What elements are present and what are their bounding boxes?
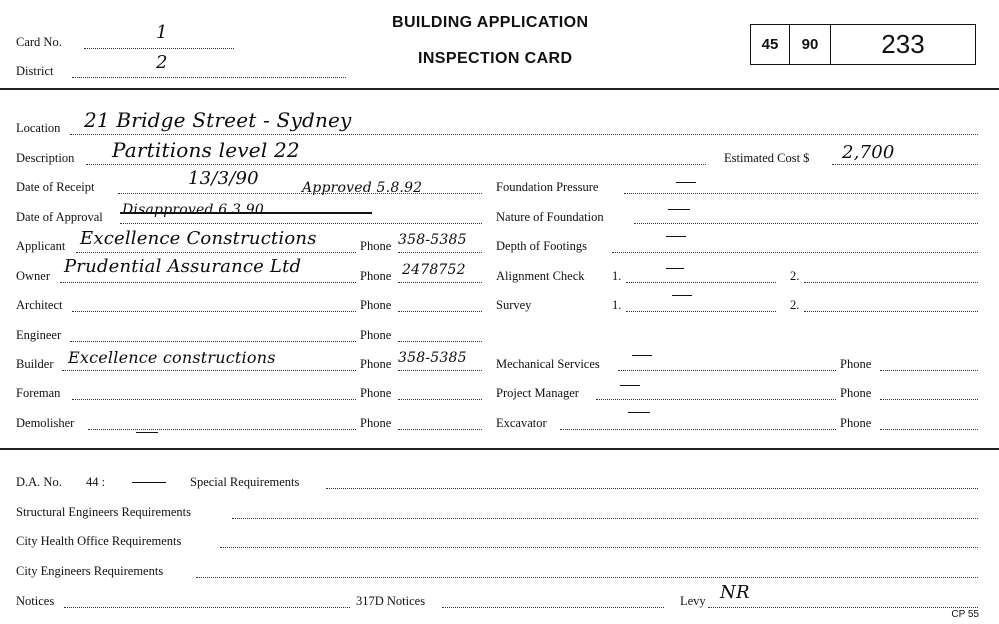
owner-label: Owner bbox=[16, 269, 51, 283]
foundation-pressure-dash bbox=[676, 182, 696, 183]
applicant-phone-dots bbox=[398, 252, 482, 253]
alignment-check-dots1 bbox=[626, 282, 776, 283]
district-value: 2 bbox=[156, 52, 168, 73]
excavator-phone-label: Phone bbox=[840, 416, 872, 430]
survey-dots2 bbox=[804, 311, 978, 312]
depth-of-footings-label: Depth of Footings bbox=[496, 239, 587, 253]
engineer-label: Engineer bbox=[16, 328, 62, 342]
title-line1: BUILDING APPLICATION bbox=[392, 14, 589, 31]
project-manager-dots bbox=[596, 399, 836, 400]
title-line2: INSPECTION CARD bbox=[418, 50, 573, 67]
foreman-label: Foreman bbox=[16, 386, 61, 400]
mechanical-services-dash bbox=[632, 355, 652, 356]
levy-value: NR bbox=[720, 582, 750, 603]
date-of-approval-dots bbox=[120, 223, 482, 224]
mechanical-services-dots bbox=[618, 370, 836, 371]
da-no-label: D.A. No. bbox=[16, 475, 62, 489]
form-code: CP 55 bbox=[951, 609, 979, 620]
notices-label: Notices bbox=[16, 594, 55, 608]
mechanical-services-phone-label: Phone bbox=[840, 357, 872, 371]
city-engineers-label: City Engineers Requirements bbox=[16, 564, 164, 578]
nature-of-foundation-dash bbox=[668, 209, 690, 210]
owner-value: Prudential Assurance Ltd bbox=[64, 256, 302, 277]
special-requirements-label: Special Requirements bbox=[190, 475, 300, 489]
alignment-check-num2: 2. bbox=[790, 269, 800, 283]
location-value: 21 Bridge Street - Sydney bbox=[84, 108, 352, 132]
foreman-phone-label: Phone bbox=[360, 386, 392, 400]
middle-divider bbox=[0, 448, 999, 450]
foreman-dots bbox=[72, 399, 356, 400]
excavator-dots bbox=[560, 429, 836, 430]
survey-label: Survey bbox=[496, 298, 532, 312]
demolisher-dash-mark bbox=[136, 432, 158, 433]
nature-of-foundation-dots bbox=[634, 223, 978, 224]
notices-dots bbox=[64, 607, 350, 608]
builder-phone-value: 358-5385 bbox=[398, 350, 467, 366]
date-of-receipt-value: 13/3/90 bbox=[188, 168, 259, 189]
architect-phone-dots bbox=[398, 311, 482, 312]
owner-phone-value: 2478752 bbox=[402, 262, 466, 278]
engineer-dots bbox=[70, 341, 356, 342]
description-label: Description bbox=[16, 151, 75, 165]
demolisher-dots bbox=[88, 429, 356, 430]
survey-dots1 bbox=[626, 311, 776, 312]
structural-engineers-label: Structural Engineers Requirements bbox=[16, 505, 191, 519]
estimated-cost-dots bbox=[832, 164, 978, 165]
levy-label: Levy bbox=[680, 594, 706, 608]
alignment-check-dash bbox=[666, 268, 684, 269]
estimated-cost-label: Estimated Cost $ bbox=[724, 151, 810, 165]
foundation-pressure-dots bbox=[624, 193, 978, 194]
code-box-1: 45 bbox=[750, 24, 790, 65]
card-no-value: 1 bbox=[156, 22, 168, 43]
architect-label: Architect bbox=[16, 298, 63, 312]
project-manager-label: Project Manager bbox=[496, 386, 579, 400]
demolisher-phone-label: Phone bbox=[360, 416, 392, 430]
city-health-dots bbox=[220, 547, 978, 548]
card-no-label: Card No. bbox=[16, 35, 62, 49]
excavator-phone-dots bbox=[880, 429, 978, 430]
demolisher-label: Demolisher bbox=[16, 416, 75, 430]
project-manager-dash bbox=[620, 385, 640, 386]
date-of-approval-value: Disapproved 6.3.90 bbox=[122, 202, 265, 218]
date-of-approval-strikethrough bbox=[120, 212, 372, 214]
builder-dots bbox=[62, 370, 356, 371]
notices-317d-dots bbox=[442, 607, 664, 608]
architect-dots bbox=[72, 311, 356, 312]
da-no-dash bbox=[132, 482, 166, 483]
levy-dots bbox=[708, 607, 978, 608]
location-label: Location bbox=[16, 121, 61, 135]
date-of-receipt-label: Date of Receipt bbox=[16, 180, 95, 194]
district-label: District bbox=[16, 64, 54, 78]
applicant-label: Applicant bbox=[16, 239, 66, 253]
special-requirements-dots bbox=[326, 488, 978, 489]
depth-of-footings-dots bbox=[612, 252, 978, 253]
alignment-check-num1: 1. bbox=[612, 269, 622, 283]
top-divider bbox=[0, 88, 999, 90]
foundation-pressure-label: Foundation Pressure bbox=[496, 180, 599, 194]
code-box-2: 90 bbox=[789, 24, 831, 65]
engineer-phone-label: Phone bbox=[360, 328, 392, 342]
builder-label: Builder bbox=[16, 357, 54, 371]
applicant-value: Excellence Constructions bbox=[80, 228, 317, 249]
alignment-check-label: Alignment Check bbox=[496, 269, 585, 283]
excavator-label: Excavator bbox=[496, 416, 547, 430]
builder-phone-label: Phone bbox=[360, 357, 392, 371]
estimated-cost-value: 2,700 bbox=[842, 142, 895, 163]
owner-phone-dots bbox=[398, 282, 482, 283]
project-manager-phone-label: Phone bbox=[840, 386, 872, 400]
code-box-3: 233 bbox=[830, 24, 976, 65]
da-no-value: 44 : bbox=[86, 475, 106, 489]
location-dots bbox=[70, 134, 978, 135]
mechanical-services-label: Mechanical Services bbox=[496, 357, 600, 371]
owner-dots bbox=[60, 282, 356, 283]
mechanical-services-phone-dots bbox=[880, 370, 978, 371]
demolisher-phone-dots bbox=[398, 429, 482, 430]
applicant-phone-value: 358-5385 bbox=[398, 232, 467, 248]
applicant-dots bbox=[76, 252, 356, 253]
alignment-check-dots2 bbox=[804, 282, 978, 283]
survey-num1: 1. bbox=[612, 298, 622, 312]
survey-num2: 2. bbox=[790, 298, 800, 312]
notices-317d-label: 317D Notices bbox=[356, 594, 426, 608]
date-of-receipt-note: Approved 5.8.92 bbox=[302, 180, 423, 196]
depth-of-footings-dash bbox=[666, 236, 686, 237]
nature-of-foundation-label: Nature of Foundation bbox=[496, 210, 604, 224]
date-of-receipt-dots bbox=[118, 193, 482, 194]
structural-engineers-dots bbox=[232, 518, 978, 519]
builder-value: Excellence constructions bbox=[68, 348, 276, 367]
engineer-phone-dots bbox=[398, 341, 482, 342]
foreman-phone-dots bbox=[398, 399, 482, 400]
builder-phone-dots bbox=[398, 370, 482, 371]
applicant-phone-label: Phone bbox=[360, 239, 392, 253]
description-value: Partitions level 22 bbox=[112, 138, 300, 162]
district-dots bbox=[72, 77, 346, 78]
project-manager-phone-dots bbox=[880, 399, 978, 400]
city-engineers-dots bbox=[196, 577, 978, 578]
excavator-dash bbox=[628, 412, 650, 413]
owner-phone-label: Phone bbox=[360, 269, 392, 283]
survey-dash bbox=[672, 295, 692, 296]
date-of-approval-label: Date of Approval bbox=[16, 210, 103, 224]
city-health-label: City Health Office Requirements bbox=[16, 534, 182, 548]
description-dots bbox=[86, 164, 706, 165]
architect-phone-label: Phone bbox=[360, 298, 392, 312]
card-no-dots bbox=[84, 48, 234, 49]
